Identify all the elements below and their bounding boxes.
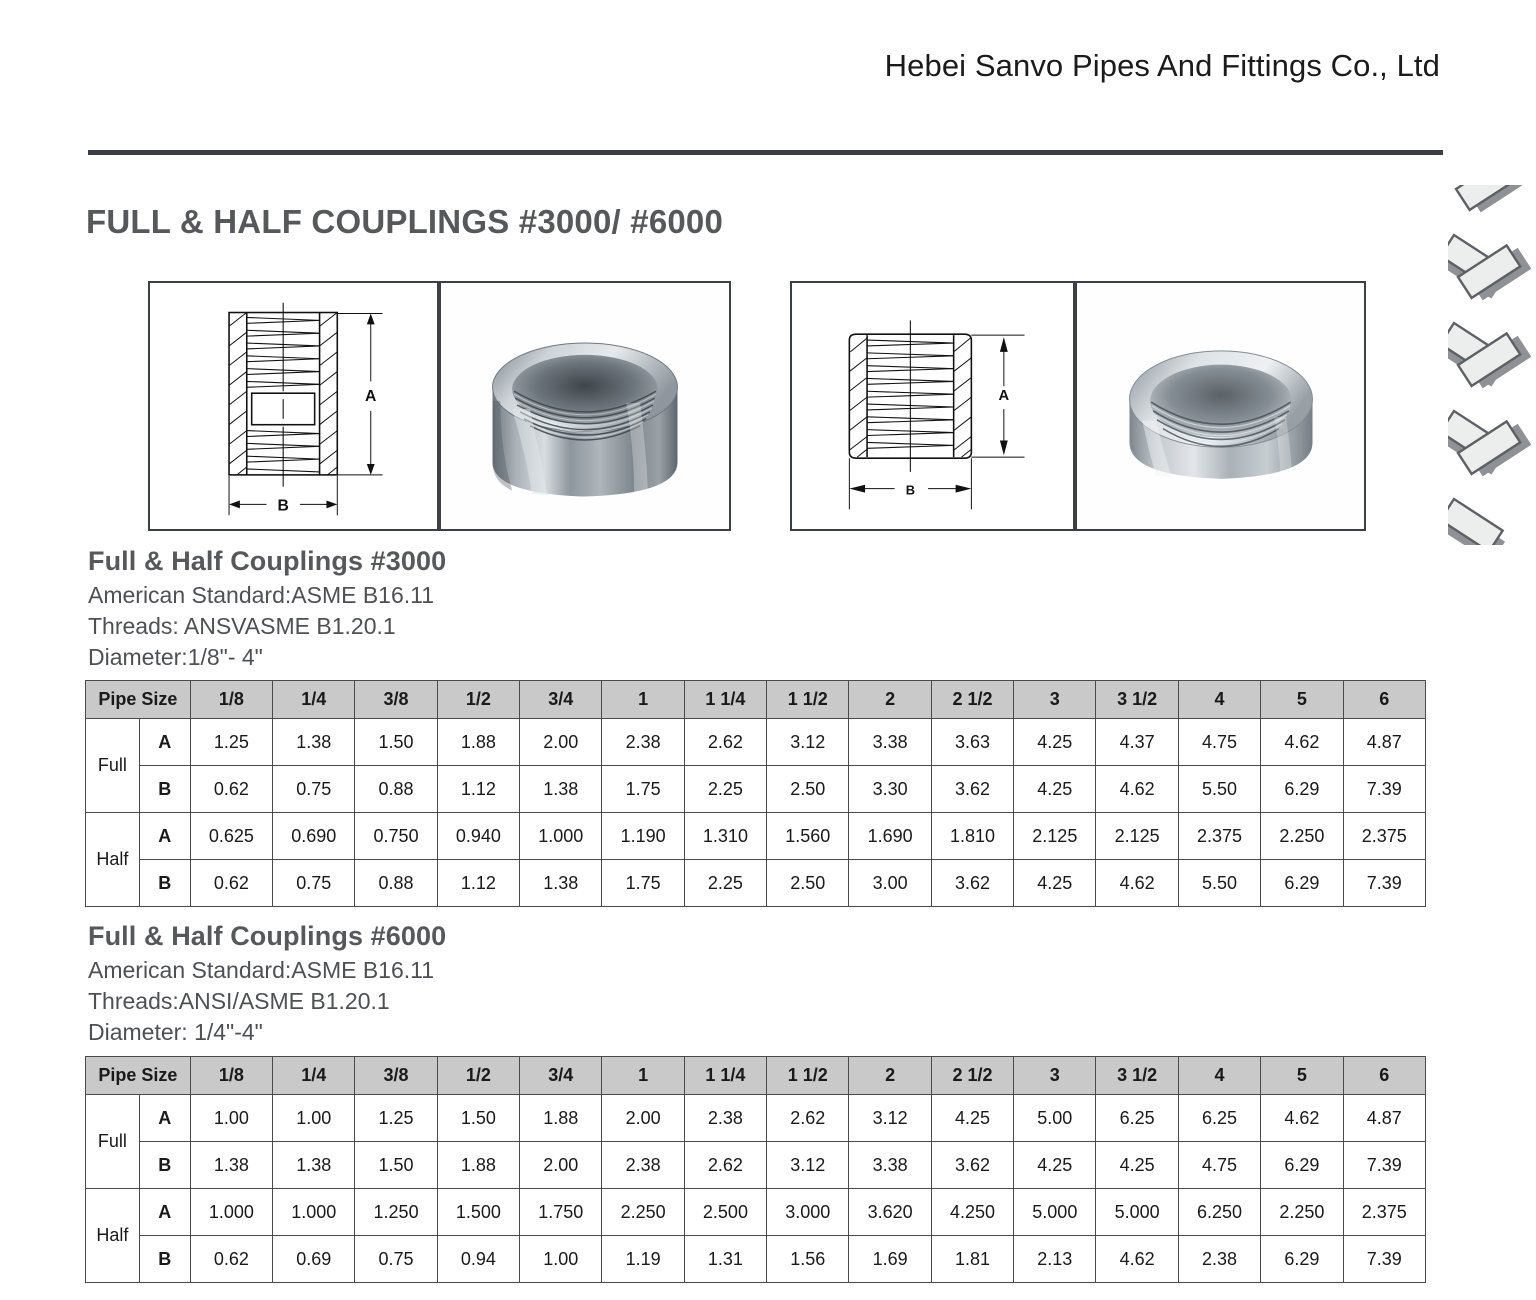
cell-value: 1.25 <box>355 1095 437 1142</box>
cell-value: 2.13 <box>1014 1236 1096 1283</box>
cell-value: 4.25 <box>1096 1142 1178 1189</box>
size-header: 1/8 <box>190 681 272 719</box>
size-header: 1 1/4 <box>684 681 766 719</box>
cell-value: 7.39 <box>1343 860 1425 907</box>
cell-value: 3.38 <box>849 1142 931 1189</box>
cell-value: 1.810 <box>931 813 1013 860</box>
cell-value: 2.375 <box>1343 1189 1425 1236</box>
pipe-size-header: Pipe Size <box>86 681 191 719</box>
cell-value: 1.310 <box>684 813 766 860</box>
cell-value: 5.000 <box>1096 1189 1178 1236</box>
size-header: 4 <box>1178 1057 1260 1095</box>
cell-value: 4.25 <box>1014 719 1096 766</box>
half-coupling-photo-frame <box>1075 281 1366 531</box>
size-header: 3 1/2 <box>1096 681 1178 719</box>
cell-value: 4.25 <box>931 1095 1013 1142</box>
svg-text:B: B <box>277 497 289 515</box>
cell-value: 1.750 <box>520 1189 602 1236</box>
size-header: 3/4 <box>520 1057 602 1095</box>
table-header-row <box>86 681 1426 719</box>
cell-value: 1.88 <box>520 1095 602 1142</box>
cell-value: 4.62 <box>1096 766 1178 813</box>
cell-value: 6.29 <box>1261 860 1343 907</box>
cell-value: 6.250 <box>1178 1189 1260 1236</box>
cell-value: 2.125 <box>1014 813 1096 860</box>
spec-threads-6000: Threads:ANSI/ASME B1.20.1 <box>88 988 390 1014</box>
cell-value: 0.625 <box>190 813 272 860</box>
dim-label: B <box>139 766 190 813</box>
cell-value: 4.250 <box>931 1189 1013 1236</box>
cell-value: 1.75 <box>602 860 684 907</box>
spec-standard-3000: American Standard:ASME B16.11 <box>88 582 435 608</box>
cell-value: 5.00 <box>1014 1095 1096 1142</box>
spec-diameter-6000: Diameter: 1/4"-4" <box>88 1019 263 1045</box>
size-header: 5 <box>1261 1057 1343 1095</box>
table-header-row <box>86 1057 1426 1095</box>
cell-value: 2.375 <box>1343 813 1425 860</box>
size-header: 3 <box>1014 1057 1096 1095</box>
cell-value: 2.50 <box>767 766 849 813</box>
group-label-full: Full <box>86 1095 140 1189</box>
group-label-full: Full <box>86 719 140 813</box>
cell-value: 3.62 <box>931 1142 1013 1189</box>
size-header: 2 <box>849 681 931 719</box>
cell-value: 4.75 <box>1178 719 1260 766</box>
spec-block-3000 <box>88 546 446 673</box>
cell-value: 0.940 <box>437 813 519 860</box>
svg-text:A: A <box>998 388 1010 405</box>
cell-value: 4.37 <box>1096 719 1178 766</box>
size-header: 1/8 <box>190 1057 272 1095</box>
cell-value: 0.75 <box>273 766 355 813</box>
cell-value: 0.62 <box>190 1236 272 1283</box>
size-header: 6 <box>1343 1057 1425 1095</box>
cell-value: 0.75 <box>355 1236 437 1283</box>
full-coupling-photo-image <box>441 283 729 529</box>
table-row <box>86 719 1426 766</box>
cell-value: 4.87 <box>1343 719 1425 766</box>
cell-value: 1.38 <box>273 719 355 766</box>
header-divider-rule <box>88 150 1443 155</box>
cell-value: 2.500 <box>684 1189 766 1236</box>
size-header: 2 1/2 <box>931 1057 1013 1095</box>
dim-label: A <box>139 1189 190 1236</box>
cell-value: 3.000 <box>767 1189 849 1236</box>
full-coupling-drawing-icon <box>150 283 437 529</box>
dimensions-table-3000 <box>85 680 1426 907</box>
size-header: 1/2 <box>437 1057 519 1095</box>
cell-value: 3.12 <box>767 1142 849 1189</box>
size-header: 2 1/2 <box>931 681 1013 719</box>
cell-value: 2.38 <box>1178 1236 1260 1283</box>
cell-value: 1.81 <box>931 1236 1013 1283</box>
cell-value: 4.62 <box>1096 1236 1178 1283</box>
cell-value: 1.50 <box>355 1142 437 1189</box>
cell-value: 0.690 <box>273 813 355 860</box>
cell-value: 0.62 <box>190 766 272 813</box>
table-row <box>86 813 1426 860</box>
size-header: 1/2 <box>437 681 519 719</box>
half-coupling-photo-image <box>1077 283 1364 529</box>
cell-value: 6.29 <box>1261 1236 1343 1283</box>
size-header: 1 1/2 <box>767 681 849 719</box>
cell-value: 1.38 <box>520 766 602 813</box>
cell-value: 4.87 <box>1343 1095 1425 1142</box>
cell-value: 3.12 <box>767 719 849 766</box>
table-header-3000 <box>86 681 1426 719</box>
full-coupling-drawing-frame <box>148 281 439 531</box>
cell-value: 2.250 <box>602 1189 684 1236</box>
size-header: 1 1/4 <box>684 1057 766 1095</box>
cell-value: 7.39 <box>1343 766 1425 813</box>
spec-threads-3000: Threads: ANSVASME B1.20.1 <box>88 613 396 639</box>
cell-value: 1.31 <box>684 1236 766 1283</box>
cell-value: 0.88 <box>355 860 437 907</box>
size-header: 1 <box>602 1057 684 1095</box>
cell-value: 1.19 <box>602 1236 684 1283</box>
cell-value: 2.38 <box>602 719 684 766</box>
cell-value: 1.190 <box>602 813 684 860</box>
spec-diameter-3000: Diameter:1/8"- 4" <box>88 644 263 670</box>
cell-value: 2.00 <box>520 719 602 766</box>
cell-value: 4.62 <box>1096 860 1178 907</box>
cell-value: 1.00 <box>273 1095 355 1142</box>
group-label-half: Half <box>86 813 140 907</box>
size-header: 3 1/2 <box>1096 1057 1178 1095</box>
spec-heading-6000: Full & Half Couplings #6000 <box>88 921 447 951</box>
spec-heading-3000: Full & Half Couplings #3000 <box>88 546 447 576</box>
zigzag-decoration <box>1448 185 1536 545</box>
cell-value: 2.00 <box>602 1095 684 1142</box>
cell-value: 1.000 <box>520 813 602 860</box>
svg-text:A: A <box>365 388 377 406</box>
table-row <box>86 1095 1426 1142</box>
cell-value: 6.25 <box>1096 1095 1178 1142</box>
cell-value: 0.69 <box>273 1236 355 1283</box>
cell-value: 1.00 <box>520 1236 602 1283</box>
dimensions-table-6000 <box>85 1056 1426 1283</box>
cell-value: 4.62 <box>1261 1095 1343 1142</box>
cell-value: 1.38 <box>520 860 602 907</box>
cell-value: 2.62 <box>684 1142 766 1189</box>
cell-value: 3.12 <box>849 1095 931 1142</box>
cell-value: 0.88 <box>355 766 437 813</box>
cell-value: 2.38 <box>684 1095 766 1142</box>
cell-value: 1.12 <box>437 766 519 813</box>
half-coupling-drawing-frame <box>790 281 1075 531</box>
cell-value: 3.63 <box>931 719 1013 766</box>
dim-label: A <box>139 719 190 766</box>
table-row <box>86 1189 1426 1236</box>
table-body-6000 <box>86 1095 1426 1283</box>
cell-value: 2.62 <box>767 1095 849 1142</box>
cell-value: 5.50 <box>1178 766 1260 813</box>
dim-label: B <box>139 1236 190 1283</box>
size-header: 2 <box>849 1057 931 1095</box>
cell-value: 1.00 <box>190 1095 272 1142</box>
cell-value: 5.50 <box>1178 860 1260 907</box>
size-header: 3/8 <box>355 681 437 719</box>
cell-value: 1.75 <box>602 766 684 813</box>
cell-value: 3.62 <box>931 860 1013 907</box>
cell-value: 4.62 <box>1261 719 1343 766</box>
company-name: Hebei Sanvo Pipes And Fittings Co., Ltd <box>884 48 1440 83</box>
dim-label: A <box>139 1095 190 1142</box>
cell-value: 3.30 <box>849 766 931 813</box>
cell-value: 6.29 <box>1261 1142 1343 1189</box>
cell-value: 1.88 <box>437 1142 519 1189</box>
cell-value: 7.39 <box>1343 1236 1425 1283</box>
cell-value: 4.75 <box>1178 1142 1260 1189</box>
size-header: 1/4 <box>273 681 355 719</box>
dim-label: B <box>139 860 190 907</box>
cell-value: 2.38 <box>602 1142 684 1189</box>
cell-value: 3.62 <box>931 766 1013 813</box>
table-body-3000 <box>86 719 1426 907</box>
table-row <box>86 860 1426 907</box>
cell-value: 2.125 <box>1096 813 1178 860</box>
cell-value: 1.50 <box>437 1095 519 1142</box>
zigzag-decoration-icon <box>1448 185 1536 545</box>
cell-value: 1.25 <box>190 719 272 766</box>
cell-value: 1.000 <box>273 1189 355 1236</box>
cell-value: 2.250 <box>1261 1189 1343 1236</box>
half-coupling-drawing-icon <box>792 283 1073 529</box>
full-coupling-photo-frame <box>439 281 731 531</box>
cell-value: 4.25 <box>1014 1142 1096 1189</box>
cell-value: 3.620 <box>849 1189 931 1236</box>
cell-value: 1.500 <box>437 1189 519 1236</box>
size-header: 1 <box>602 681 684 719</box>
cell-value: 7.39 <box>1343 1142 1425 1189</box>
table-header-6000 <box>86 1057 1426 1095</box>
cell-value: 5.000 <box>1014 1189 1096 1236</box>
size-header: 5 <box>1261 681 1343 719</box>
size-header: 6 <box>1343 681 1425 719</box>
size-header: 4 <box>1178 681 1260 719</box>
cell-value: 1.560 <box>767 813 849 860</box>
group-label-half: Half <box>86 1189 140 1283</box>
cell-value: 0.94 <box>437 1236 519 1283</box>
cell-value: 1.56 <box>767 1236 849 1283</box>
spec-block-6000 <box>88 921 446 1048</box>
svg-text:B: B <box>905 482 915 498</box>
page-title: FULL & HALF COUPLINGS #3000/ #6000 <box>86 203 724 240</box>
cell-value: 1.12 <box>437 860 519 907</box>
spec-standard-6000: American Standard:ASME B16.11 <box>88 957 435 983</box>
cell-value: 1.38 <box>273 1142 355 1189</box>
table-row <box>86 1142 1426 1189</box>
cell-value: 2.25 <box>684 860 766 907</box>
cell-value: 3.00 <box>849 860 931 907</box>
size-header: 1/4 <box>273 1057 355 1095</box>
size-header: 3/8 <box>355 1057 437 1095</box>
cell-value: 2.50 <box>767 860 849 907</box>
dim-label: A <box>139 813 190 860</box>
cell-value: 1.69 <box>849 1236 931 1283</box>
cell-value: 2.250 <box>1261 813 1343 860</box>
size-header: 3 <box>1014 681 1096 719</box>
cell-value: 0.62 <box>190 860 272 907</box>
cell-value: 2.375 <box>1178 813 1260 860</box>
cell-value: 2.62 <box>684 719 766 766</box>
cell-value: 2.25 <box>684 766 766 813</box>
size-header: 3/4 <box>520 681 602 719</box>
size-header: 1 1/2 <box>767 1057 849 1095</box>
cell-value: 3.38 <box>849 719 931 766</box>
cell-value: 1.690 <box>849 813 931 860</box>
table-row <box>86 766 1426 813</box>
cell-value: 0.75 <box>273 860 355 907</box>
cell-value: 4.25 <box>1014 766 1096 813</box>
cell-value: 0.750 <box>355 813 437 860</box>
cell-value: 1.50 <box>355 719 437 766</box>
table-row <box>86 1236 1426 1283</box>
pipe-size-header: Pipe Size <box>86 1057 191 1095</box>
dim-label: B <box>139 1142 190 1189</box>
cell-value: 1.250 <box>355 1189 437 1236</box>
cell-value: 4.25 <box>1014 860 1096 907</box>
cell-value: 2.00 <box>520 1142 602 1189</box>
cell-value: 1.000 <box>190 1189 272 1236</box>
cell-value: 1.88 <box>437 719 519 766</box>
cell-value: 1.38 <box>190 1142 272 1189</box>
cell-value: 6.25 <box>1178 1095 1260 1142</box>
cell-value: 6.29 <box>1261 766 1343 813</box>
